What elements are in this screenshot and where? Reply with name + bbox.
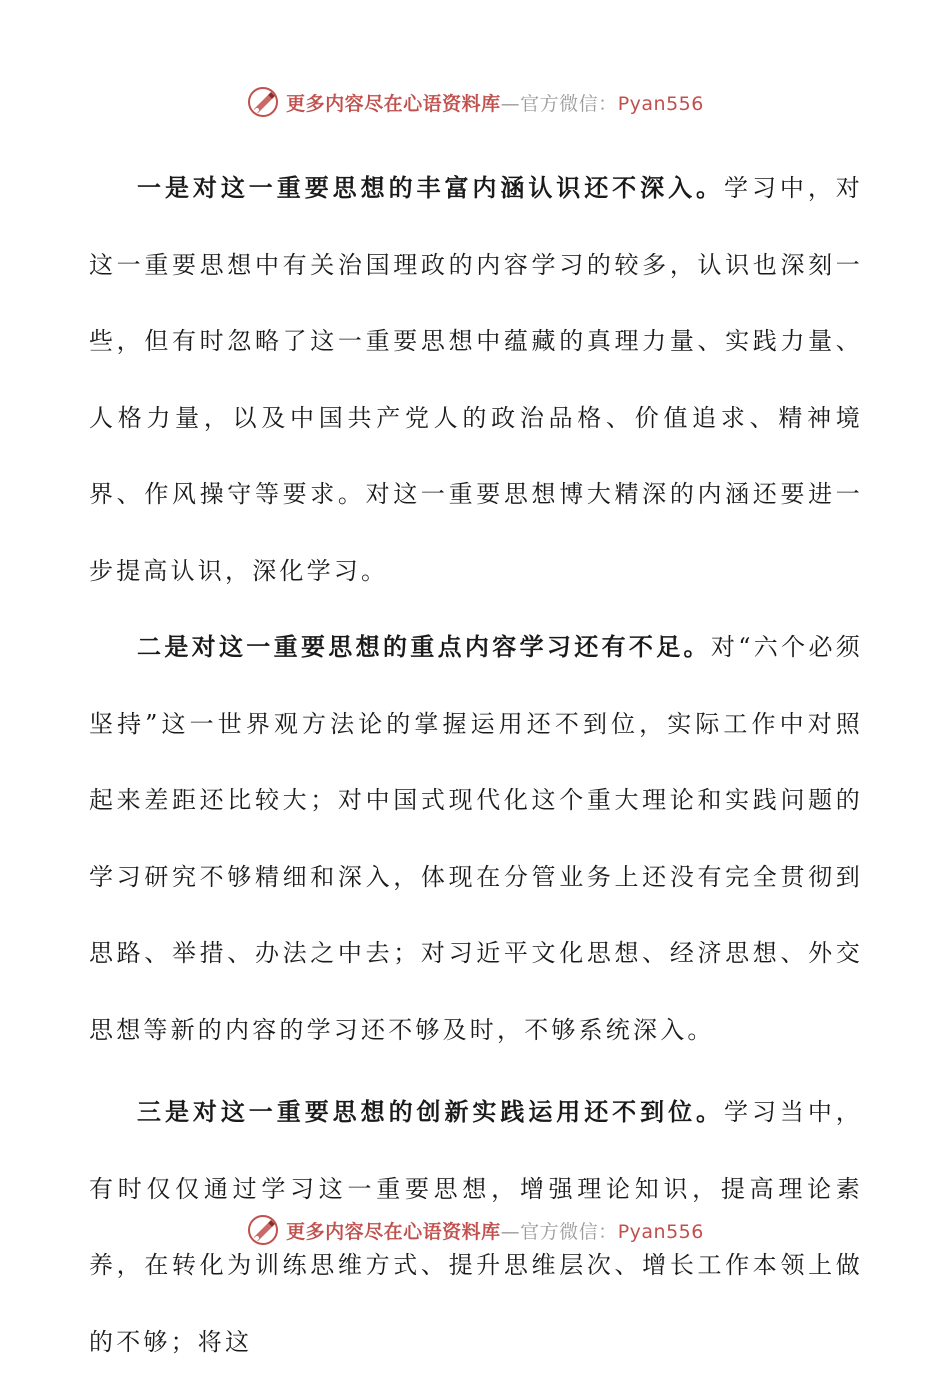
header-banner-official: 官方微信： [520, 92, 618, 115]
footer-banner-dash: — [500, 1220, 521, 1243]
header-banner-text [286, 89, 704, 116]
footer-banner-wechat: Pyan556 [617, 1220, 704, 1243]
pen-logo-icon [246, 1213, 280, 1247]
header-banner-dash: — [500, 92, 521, 115]
footer-banner [0, 1210, 950, 1250]
paragraph-2 [89, 609, 863, 1068]
paragraph-2-lead: 二是对这一重要思想的重点内容学习还有不足。 [137, 633, 711, 661]
paragraph-1-lead: 一是对这一重要思想的丰富内涵认识还不深入。 [137, 174, 724, 202]
pen-logo-icon [246, 85, 280, 119]
paragraph-2-body: 对“六个必须坚持”这一世界观方法论的掌握运用还不到位，实际工作中对照起来差距还比较大；对中国式现代化这个重大理论和实践问题的学习研究不够精细和深入，体现在分管业务上还没有完全贯彻到思路、举措、办法之中去；对习近平文化思想、经济思想、外交思想等新的内容的学习还不够及时，不够系统深入。 [89, 633, 863, 1044]
footer-banner-title: 更多内容尽在心语资料库 [286, 1220, 501, 1243]
document-body [89, 150, 863, 1380]
header-banner [0, 82, 950, 122]
footer-banner-text [286, 1217, 704, 1244]
paragraph-1-body: 学习中，对这一重要思想中有关治国理政的内容学习的较多，认识也深刻一些，但有时忽略了这一重要思想中蕴藏的真理力量、实践力量、人格力量，以及中国共产党人的政治品格、价值追求、精神境界、作风操守等要求。对这一重要思想博大精深的内涵还要进一步提高认识，深化学习。 [89, 174, 864, 585]
header-banner-title: 更多内容尽在心语资料库 [286, 92, 501, 115]
paragraph-3-lead: 三是对这一重要思想的创新实践运用还不到位。 [137, 1098, 724, 1126]
header-banner-wechat: Pyan556 [617, 92, 704, 115]
paragraph-3-body: 学习当中，有时仅仅通过学习这一重要思想，增强理论知识，提高理论素养，在转化为训练思维方式、提升思维层次、增长工作本领上做的不够；将这 [89, 1098, 864, 1356]
footer-banner-official: 官方微信： [520, 1220, 618, 1243]
paragraph-1 [89, 150, 863, 609]
